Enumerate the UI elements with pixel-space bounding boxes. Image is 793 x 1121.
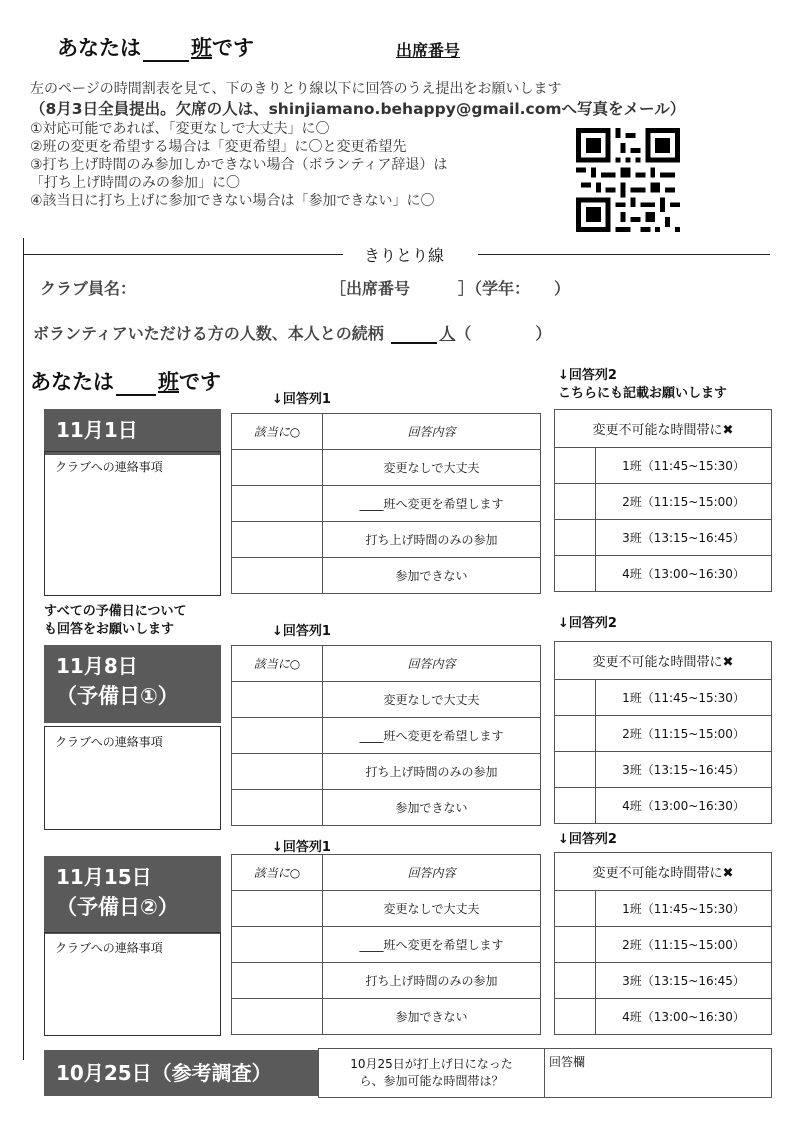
mark-cell[interactable] — [555, 484, 596, 520]
instruction-item2: ②班の変更を希望する場合は「変更希望」に〇と変更希望先 — [30, 139, 407, 155]
check-cell[interactable] — [232, 682, 323, 718]
mark-cell[interactable] — [555, 556, 596, 592]
check-cell[interactable] — [232, 558, 323, 594]
time-slot: 4班（13:00~16:30） — [596, 556, 772, 592]
check-cell[interactable] — [232, 754, 323, 790]
reference-date-box: 10月25日（参考調査） — [44, 1050, 319, 1096]
time-slot: 3班（13:15~16:45） — [596, 963, 772, 999]
cutline-label: きりとり線 — [364, 246, 445, 265]
time-table-2 — [554, 641, 772, 824]
all-reserve-note: すべての予備日について も回答をお願いします — [44, 604, 187, 637]
answer-col2-title: ↓回答列2 — [558, 368, 617, 383]
answer-option: 参加できない — [323, 558, 541, 594]
qr-code-icon[interactable] — [576, 128, 680, 232]
instruction-item1: ①対応可能であれば、「変更なしで大丈夫」に〇 — [30, 121, 330, 137]
mark-cell[interactable] — [555, 999, 596, 1035]
answer-col2-label: ↓回答列2 — [558, 832, 617, 847]
answer-option: ____班へ変更を希望します — [323, 718, 541, 754]
mark-cell[interactable] — [555, 788, 596, 824]
time-slot: 1班（11:45~15:30） — [596, 448, 772, 484]
check-cell[interactable] — [232, 718, 323, 754]
unavailable-header: 変更不可能な時間帯に✖ — [555, 853, 772, 891]
time-table-3 — [554, 852, 772, 1035]
answer-option: 変更なしで大丈夫 — [323, 450, 541, 486]
date-box-nov15: 11月15日 （予備日②） — [44, 856, 221, 934]
answer-option: 打ち上げ時間のみの参加 — [323, 522, 541, 558]
answer-col2-label — [558, 367, 727, 403]
instruction-line2: （8月3日全員提出。欠席の人は、shinjiamano.behappy@gmail.comへ写真をメール） — [30, 100, 686, 118]
attendance-grade-fields[interactable]: ［出席番号 ］（学年： ） — [330, 279, 571, 298]
time-slot: 3班（13:15~16:45） — [596, 520, 772, 556]
time-slot: 1班（11:45~15:30） — [596, 680, 772, 716]
club-contact-box[interactable]: クラブへの連絡事項 — [44, 932, 221, 1036]
time-slot: 1班（11:45~15:30） — [596, 891, 772, 927]
check-cell[interactable] — [232, 963, 323, 999]
instruction-item3: ③打ち上げ時間のみ参加しかできない場合（ボランティア辞退）は — [30, 157, 448, 173]
mark-cell[interactable] — [555, 891, 596, 927]
applicable-header: 該当に○ — [232, 646, 323, 682]
answer-option: 変更なしで大丈夫 — [323, 682, 541, 718]
date-box-nov1: 11月1日 — [44, 409, 221, 455]
time-slot: 2班（11:15~15:00） — [596, 927, 772, 963]
answer-option: 参加できない — [323, 999, 541, 1035]
time-slot: 2班（11:15~15:00） — [596, 484, 772, 520]
answer-option: 参加できない — [323, 790, 541, 826]
reference-question: 10月25日が打上げ日になった ら、参加可能な時間帯は？ — [318, 1048, 545, 1098]
cutline-left — [23, 254, 343, 255]
check-cell[interactable] — [232, 522, 323, 558]
date-box-nov8: 11月8日 （予備日①） — [44, 645, 221, 723]
mark-cell[interactable] — [555, 448, 596, 484]
club-contact-box[interactable]: クラブへの連絡事項 — [44, 451, 221, 596]
time-table-1 — [554, 409, 772, 592]
cutline-right — [478, 254, 770, 255]
answer-table-1 — [231, 413, 541, 594]
time-slot: 4班（13:00~16:30） — [596, 788, 772, 824]
answer-option: 打ち上げ時間のみの参加 — [323, 754, 541, 790]
check-cell[interactable] — [232, 891, 323, 927]
check-cell[interactable] — [232, 999, 323, 1035]
reference-answer-field[interactable]: 回答欄 — [544, 1048, 772, 1098]
left-border-line — [23, 238, 24, 1060]
answer-content-header: 回答内容 — [323, 855, 541, 891]
instruction-line1: 左のページの時間割表を見て、下のきりとり線以下に回答のうえ提出をお願いします — [30, 81, 562, 97]
section-title: あなたは 班です — [30, 370, 221, 394]
instruction-list — [30, 120, 447, 210]
answer-col2-label: ↓回答列2 — [558, 616, 617, 631]
unavailable-header: 変更不可能な時間帯に✖ — [555, 410, 772, 448]
applicable-header: 該当に○ — [232, 414, 323, 450]
answer-col1-label: ↓回答列1 — [272, 624, 331, 639]
instruction-item4: ④該当日に打ち上げに参加できない場合は「参加できない」に〇 — [30, 193, 435, 209]
answer-table-3 — [231, 854, 541, 1035]
time-slot: 4班（13:00~16:30） — [596, 999, 772, 1035]
answer-content-header: 回答内容 — [323, 414, 541, 450]
club-contact-box[interactable]: クラブへの連絡事項 — [44, 726, 221, 830]
time-slot: 2班（11:15~15:00） — [596, 716, 772, 752]
check-cell[interactable] — [232, 486, 323, 522]
mark-cell[interactable] — [555, 680, 596, 716]
instruction-item3b: 「打ち上げ時間のみの参加」に〇 — [30, 175, 240, 191]
attendance-number-label: 出席番号 — [396, 41, 461, 60]
check-cell[interactable] — [232, 927, 323, 963]
club-member-label: クラブ員名： — [40, 279, 137, 298]
mark-cell[interactable] — [555, 520, 596, 556]
volunteer-count-label: ボランティアいただける方の人数、本人との続柄 人（ ） — [33, 324, 552, 343]
header-title: あなたは 班です — [57, 36, 254, 60]
time-slot: 3班（13:15~16:45） — [596, 752, 772, 788]
answer-col1-label: ↓回答列1 — [272, 392, 331, 407]
answer-table-2 — [231, 645, 541, 826]
mark-cell[interactable] — [555, 927, 596, 963]
answer-option: 打ち上げ時間のみの参加 — [323, 963, 541, 999]
mark-cell[interactable] — [555, 716, 596, 752]
answer-option: ____班へ変更を希望します — [323, 486, 541, 522]
answer-content-header: 回答内容 — [323, 646, 541, 682]
answer-col1-label: ↓回答列1 — [272, 840, 331, 855]
unavailable-header: 変更不可能な時間帯に✖ — [555, 642, 772, 680]
applicable-header: 該当に○ — [232, 855, 323, 891]
answer-option: ____班へ変更を希望します — [323, 927, 541, 963]
answer-option: 変更なしで大丈夫 — [323, 891, 541, 927]
check-cell[interactable] — [232, 450, 323, 486]
mark-cell[interactable] — [555, 752, 596, 788]
check-cell[interactable] — [232, 790, 323, 826]
answer-col2-note: こちらにも記載お願いします — [558, 386, 728, 401]
mark-cell[interactable] — [555, 963, 596, 999]
